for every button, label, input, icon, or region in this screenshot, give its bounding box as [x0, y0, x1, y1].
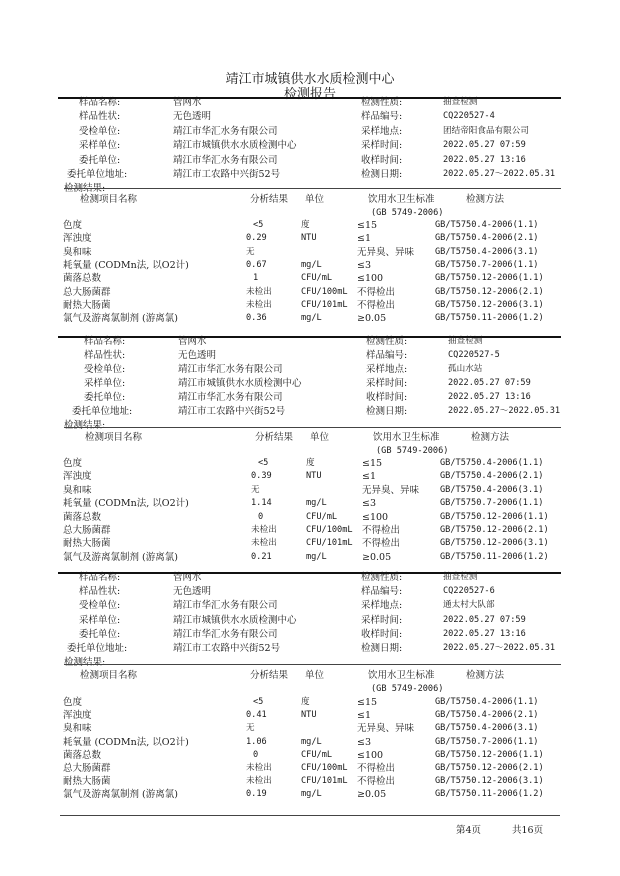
report-subtitle: 检测报告 — [283, 87, 336, 102]
field-label-test-nature: 检测性质: — [361, 572, 403, 583]
field-label-sample-name: 样品名称: — [79, 97, 121, 108]
field-label-client-address: 委托单位地址: — [72, 406, 133, 417]
field-value-client-address: 靖江市工农路中兴街52号 — [173, 169, 281, 180]
table-cell-standard: 不得检出 — [357, 299, 396, 311]
table-cell-unit: mg/L — [306, 551, 327, 562]
field-label-test-date: 检测日期: — [361, 643, 403, 654]
field-value-client-unit: 靖江市华汇水务有限公司 — [173, 628, 278, 640]
col-header-method: 检测方法 — [466, 670, 505, 681]
table-cell-unit: CFU/101mL — [301, 299, 348, 310]
field-label-sampling-unit: 采样单位: — [84, 378, 126, 389]
table-cell-method: GB/T5750.4-2006(1.1) — [435, 697, 539, 707]
page-total: 共16页 — [512, 825, 544, 836]
field-value-sampling-time: 2022.05.27 07:59 — [443, 614, 526, 625]
col-header-standard-code: (GB 5749-2006) — [371, 684, 444, 694]
col-header-result: 分析结果 — [250, 670, 289, 681]
table-cell-method: GB/T5750.4-2006(3.1) — [435, 723, 539, 734]
table-cell-result: 未检出 — [246, 299, 272, 310]
table-cell-method: GB/T5750.4-2006(2.1) — [440, 471, 544, 482]
table-cell-item: 菌落总数 — [63, 749, 102, 761]
field-value-sample-no: CQ220527-5 — [448, 350, 500, 360]
col-header-item: 检测项目名称 — [80, 194, 138, 205]
field-value-sample-name: 管网水 — [173, 97, 202, 108]
table-cell-result: 未检出 — [251, 525, 277, 535]
report-org-title: 靖江市城镇供水水质检测中心 — [225, 72, 395, 87]
table-cell-unit: CFU/101mL — [306, 538, 353, 549]
field-label-test-date: 检测日期: — [366, 406, 408, 417]
table-cell-result: 未检出 — [246, 763, 272, 773]
table-cell-method: GB/T5750.12-2006(2.1) — [435, 286, 544, 297]
table-cell-result: 0.39 — [251, 471, 272, 482]
table-cell-result: 无 — [246, 246, 255, 257]
field-label-sampling-site: 采样地点: — [361, 125, 403, 137]
table-cell-method: GB/T5750.7-2006(1.1) — [435, 259, 539, 270]
table-cell-unit: 度 — [306, 458, 315, 468]
field-label-sampling-time: 采样时间: — [361, 140, 403, 152]
table-cell-item: 色度 — [63, 458, 83, 469]
table-cell-standard: ≤15 — [357, 697, 378, 708]
table-cell-method: GB/T5750.4-2006(2.1) — [435, 710, 539, 721]
table-cell-result: 0 — [258, 511, 264, 522]
col-header-unit: 单位 — [305, 670, 325, 681]
table-cell-item: 耗氧量 (CODMn法, 以O2计) — [63, 259, 189, 271]
table-cell-item: 总大肠菌群 — [63, 763, 111, 774]
table-cell-result: 0.41 — [246, 710, 267, 721]
table-cell-method: GB/T5750.12-2006(3.1) — [435, 299, 544, 310]
table-cell-standard: ≤3 — [357, 259, 372, 271]
table-cell-standard: ≤1 — [357, 233, 372, 245]
table-cell-result: 0.21 — [251, 551, 272, 562]
table-cell-standard: ≤1 — [357, 710, 372, 722]
table-cell-method: GB/T5750.11-2006(1.2) — [440, 551, 549, 562]
table-cell-standard: ≤3 — [357, 736, 372, 748]
field-value-sample-no: CQ220527-4 — [443, 111, 495, 122]
field-value-sample-trait: 无色透明 — [173, 111, 212, 123]
table-cell-item: 臭和味 — [63, 246, 92, 258]
col-header-method: 检测方法 — [466, 194, 505, 205]
results-label: 检测结果: — [64, 657, 106, 669]
field-value-sampling-time: 2022.05.27 07:59 — [443, 140, 526, 151]
table-cell-method: GB/T5750.11-2006(1.2) — [435, 313, 544, 324]
table-cell-method: GB/T5750.12-2006(3.1) — [440, 538, 549, 549]
page-number: 第4页 — [456, 825, 482, 836]
table-cell-result: <5 — [258, 458, 269, 468]
field-label-sampling-time: 采样时间: — [366, 378, 408, 389]
field-value-test-date: 2022.05.27～2022.05.31 — [443, 169, 556, 179]
col-header-item: 检测项目名称 — [85, 432, 143, 443]
field-label-sample-name: 样品名称: — [79, 572, 121, 583]
field-label-sampling-time: 采样时间: — [361, 614, 403, 626]
col-header-item: 检测项目名称 — [80, 670, 138, 681]
table-cell-unit: mg/L — [301, 789, 322, 800]
table-cell-result: 未检出 — [246, 286, 272, 297]
field-label-sample-trait: 样品性状: — [79, 111, 121, 123]
field-value-entrusted-unit: 靖江市华汇水务有限公司 — [173, 125, 278, 137]
table-cell-standard: 无异臭、异味 — [362, 484, 420, 496]
col-header-method: 检测方法 — [471, 432, 510, 443]
field-label-sample-trait: 样品性状: — [84, 350, 126, 361]
field-label-sampling-site: 采样地点: — [361, 600, 403, 612]
table-cell-item: 浑浊度 — [63, 233, 92, 245]
field-label-test-date: 检测日期: — [361, 169, 403, 180]
field-value-receive-time: 2022.05.27 13:16 — [448, 392, 531, 402]
field-label-entrusted-unit: 受检单位: — [79, 600, 121, 612]
table-cell-method: GB/T5750.12-2006(2.1) — [440, 525, 549, 535]
field-value-sampling-site: 孤山水站 — [448, 364, 483, 374]
table-cell-unit: mg/L — [301, 736, 322, 747]
table-cell-unit: CFU/100mL — [301, 286, 348, 297]
field-label-receive-time: 收样时间: — [361, 628, 403, 640]
field-label-sample-name: 样品名称: — [84, 336, 126, 347]
table-cell-item: 臭和味 — [63, 484, 92, 496]
table-cell-result: 1 — [253, 273, 259, 284]
field-value-sampling-time: 2022.05.27 07:59 — [448, 378, 531, 388]
field-value-sampling-unit: 靖江市城镇供水水质检测中心 — [173, 614, 297, 626]
table-cell-method: GB/T5750.12-2006(2.1) — [435, 763, 544, 773]
field-value-client-unit: 靖江市华汇水务有限公司 — [173, 154, 278, 166]
table-cell-standard: ≥0.05 — [357, 313, 387, 325]
table-cell-method: GB/T5750.4-2006(3.1) — [435, 246, 539, 257]
table-cell-unit: NTU — [301, 233, 317, 244]
table-cell-standard: ≥0.05 — [362, 551, 392, 563]
col-header-standard: 饮用水卫生标准 — [368, 194, 435, 205]
table-cell-unit: CFU/101mL — [301, 776, 348, 787]
table-cell-standard: ≤15 — [357, 220, 378, 231]
table-cell-unit: 度 — [301, 220, 310, 230]
section-divider — [58, 97, 561, 99]
table-cell-standard: 不得检出 — [357, 776, 396, 788]
results-divider — [64, 188, 561, 189]
field-value-receive-time: 2022.05.27 13:16 — [443, 154, 526, 165]
field-value-sample-name: 管网水 — [173, 572, 202, 583]
field-label-sample-no: 样品编号: — [361, 586, 403, 598]
field-label-entrusted-unit: 受检单位: — [79, 125, 121, 137]
field-value-test-nature: 抽查检测 — [448, 336, 483, 346]
table-cell-item: 臭和味 — [63, 723, 92, 735]
field-value-sampling-site: 团结帝阳食品有限公司 — [443, 125, 529, 136]
table-cell-result: 1.14 — [251, 498, 272, 509]
field-value-receive-time: 2022.05.27 13:16 — [443, 628, 526, 639]
table-cell-result: 0.29 — [246, 233, 267, 244]
table-cell-item: 菌落总数 — [63, 511, 102, 523]
field-value-test-nature: 抽查检测 — [443, 572, 478, 582]
table-cell-item: 氯气及游离氯制剂 (游离氯) — [63, 551, 178, 563]
results-divider — [64, 664, 561, 665]
table-cell-unit: NTU — [306, 471, 322, 482]
section-divider — [58, 336, 561, 338]
field-label-receive-time: 收样时间: — [361, 154, 403, 166]
table-cell-unit: NTU — [301, 710, 317, 721]
field-value-sample-trait: 无色透明 — [178, 350, 217, 361]
table-cell-result: 无 — [246, 723, 255, 734]
table-cell-standard: 不得检出 — [362, 525, 401, 536]
table-cell-unit: CFU/100mL — [301, 763, 348, 773]
table-cell-result: <5 — [253, 697, 264, 707]
table-cell-method: GB/T5750.4-2006(1.1) — [435, 220, 539, 230]
field-value-test-nature: 抽查检测 — [443, 97, 478, 107]
table-cell-item: 色度 — [63, 220, 83, 231]
table-cell-unit: CFU/mL — [301, 749, 333, 760]
table-cell-item: 色度 — [63, 697, 83, 708]
table-cell-standard: ≤15 — [362, 458, 383, 469]
section-divider — [58, 572, 561, 574]
field-label-client-address: 委托单位地址: — [67, 643, 128, 654]
table-cell-result: <5 — [253, 220, 264, 230]
table-cell-item: 氯气及游离氯制剂 (游离氯) — [63, 313, 178, 325]
table-cell-result: 0 — [253, 749, 259, 760]
field-value-sampling-unit: 靖江市城镇供水水质检测中心 — [173, 140, 297, 152]
table-cell-unit: mg/L — [301, 259, 322, 270]
table-cell-unit: 度 — [301, 697, 310, 707]
table-cell-standard: 不得检出 — [357, 286, 396, 298]
table-cell-result: 未检出 — [251, 538, 277, 549]
field-value-test-date: 2022.05.27～2022.05.31 — [448, 406, 561, 416]
field-value-client-address: 靖江市工农路中兴街52号 — [173, 643, 281, 654]
col-header-unit: 单位 — [305, 194, 325, 205]
field-value-entrusted-unit: 靖江市华汇水务有限公司 — [173, 600, 278, 612]
field-label-client-unit: 委托单位: — [79, 154, 121, 166]
table-cell-method: GB/T5750.4-2006(2.1) — [435, 233, 539, 244]
col-header-standard: 饮用水卫生标准 — [373, 432, 440, 443]
table-cell-unit: CFU/100mL — [306, 525, 353, 535]
field-label-test-nature: 检测性质: — [366, 336, 408, 347]
results-divider — [64, 427, 561, 428]
field-label-client-address: 委托单位地址: — [67, 169, 128, 180]
field-label-client-unit: 委托单位: — [79, 628, 121, 640]
table-cell-standard: ≤3 — [362, 498, 377, 510]
field-label-sample-trait: 样品性状: — [79, 586, 121, 598]
table-cell-standard: ≤100 — [357, 273, 384, 285]
field-value-sample-name: 管网水 — [178, 336, 207, 347]
table-cell-item: 耗氧量 (CODMn法, 以O2计) — [63, 736, 189, 748]
field-label-entrusted-unit: 受检单位: — [84, 364, 126, 375]
field-label-receive-time: 收样时间: — [366, 392, 408, 403]
table-cell-item: 氯气及游离氯制剂 (游离氯) — [63, 789, 178, 801]
table-cell-result: 未检出 — [246, 776, 272, 787]
table-cell-standard: 无异臭、异味 — [357, 246, 415, 258]
table-cell-standard: 无异臭、异味 — [357, 723, 415, 735]
field-label-sample-no: 样品编号: — [361, 111, 403, 123]
table-cell-unit: mg/L — [306, 498, 327, 509]
table-cell-method: GB/T5750.4-2006(1.1) — [440, 458, 544, 468]
table-cell-method: GB/T5750.11-2006(1.2) — [435, 789, 544, 800]
col-header-result: 分析结果 — [255, 432, 294, 443]
col-header-standard-code: (GB 5749-2006) — [376, 446, 449, 456]
field-label-sampling-unit: 采样单位: — [79, 140, 121, 152]
field-value-sampling-unit: 靖江市城镇供水水质检测中心 — [178, 378, 302, 389]
table-cell-method: GB/T5750.4-2006(3.1) — [440, 484, 544, 495]
table-cell-item: 耐热大肠菌 — [63, 538, 111, 550]
table-cell-item: 浑浊度 — [63, 710, 92, 722]
field-label-sampling-unit: 采样单位: — [79, 614, 121, 626]
table-cell-item: 总大肠菌群 — [63, 286, 111, 298]
field-label-client-unit: 委托单位: — [84, 392, 126, 403]
table-cell-item: 耐热大肠菌 — [63, 776, 111, 788]
table-cell-result: 无 — [251, 484, 260, 495]
field-value-test-date: 2022.05.27～2022.05.31 — [443, 643, 556, 653]
results-label: 检测结果: — [64, 183, 106, 195]
table-cell-method: GB/T5750.12-2006(1.1) — [440, 511, 549, 522]
table-cell-standard: 不得检出 — [357, 763, 396, 774]
table-cell-item: 菌落总数 — [63, 273, 102, 285]
table-cell-standard: ≥0.05 — [357, 789, 387, 801]
table-cell-result: 0.67 — [246, 259, 267, 270]
table-cell-method: GB/T5750.7-2006(1.1) — [435, 736, 539, 747]
table-cell-item: 总大肠菌群 — [63, 525, 111, 536]
table-cell-unit: mg/L — [301, 313, 322, 324]
col-header-standard-code: (GB 5749-2006) — [371, 208, 444, 218]
field-value-sampling-site: 通太村大队部 — [443, 600, 495, 611]
table-cell-item: 浑浊度 — [63, 471, 92, 483]
field-value-client-address: 靖江市工农路中兴街52号 — [178, 406, 286, 417]
table-cell-standard: ≤100 — [362, 511, 389, 523]
table-cell-standard: 不得检出 — [362, 538, 401, 550]
footer-divider — [60, 815, 560, 816]
field-label-test-nature: 检测性质: — [361, 97, 403, 108]
field-label-sample-no: 样品编号: — [366, 350, 408, 361]
table-cell-unit: CFU/mL — [301, 273, 333, 284]
field-value-sample-trait: 无色透明 — [173, 586, 212, 598]
table-cell-item: 耗氧量 (CODMn法, 以O2计) — [63, 498, 189, 510]
field-value-sample-no: CQ220527-6 — [443, 586, 495, 597]
field-label-sampling-site: 采样地点: — [366, 364, 408, 375]
table-cell-result: 0.19 — [246, 789, 267, 800]
table-cell-unit: CFU/mL — [306, 511, 338, 522]
field-value-entrusted-unit: 靖江市华汇水务有限公司 — [178, 364, 283, 375]
field-value-client-unit: 靖江市华汇水务有限公司 — [178, 392, 283, 403]
table-cell-method: GB/T5750.12-2006(3.1) — [435, 776, 544, 787]
col-header-unit: 单位 — [310, 432, 330, 443]
table-cell-result: 1.06 — [246, 736, 267, 747]
table-cell-standard: ≤100 — [357, 749, 384, 761]
table-cell-item: 耐热大肠菌 — [63, 299, 111, 311]
col-header-result: 分析结果 — [250, 194, 289, 205]
results-label: 检测结果: — [64, 420, 106, 431]
table-cell-standard: ≤1 — [362, 471, 377, 483]
table-cell-result: 0.36 — [246, 313, 267, 324]
table-cell-method: GB/T5750.12-2006(1.1) — [435, 749, 544, 760]
table-cell-method: GB/T5750.12-2006(1.1) — [435, 273, 544, 284]
col-header-standard: 饮用水卫生标准 — [368, 670, 435, 681]
table-cell-method: GB/T5750.7-2006(1.1) — [440, 498, 544, 509]
